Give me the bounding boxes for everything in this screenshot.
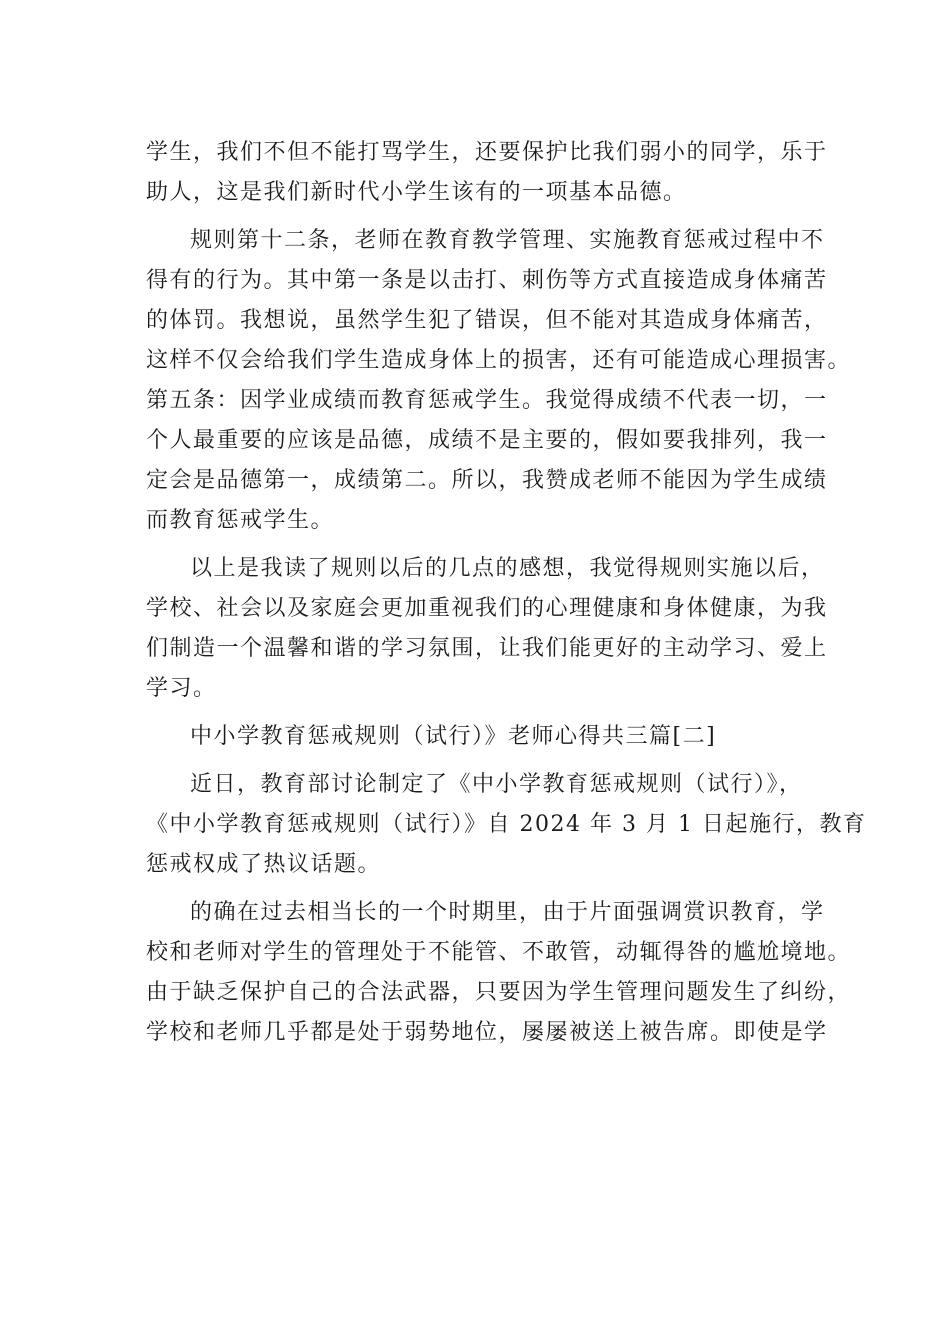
text-line: 学校和老师几乎都是处于弱势地位，屡屡被送上被告席。即使是学	[146, 1020, 828, 1045]
text-line: 们制造一个温馨和谐的学习氛围，让我们能更好的主动学习、爱上	[146, 636, 828, 661]
paragraph-gap	[146, 213, 812, 221]
text-line: 校和老师对学生的管理处于不能管、不敢管，动辄得咎的尴尬境地。	[146, 940, 852, 965]
paragraph-gap	[146, 885, 812, 893]
text-line: 而教育惩戒学生。	[146, 508, 335, 533]
text-line: 的确在过去相当长的一个时期里，由于片面强调赏识教育，学	[190, 900, 825, 925]
text-line: 这样不仅会给我们学生造成身体上的损害，还有可能造成心理损害。	[146, 348, 852, 373]
text-line: 以上是我读了规则以后的几点的感想，我觉得规则实施以后，	[190, 556, 825, 581]
text-line: 《中小学教育惩戒规则（试行）》自 2024 年 3 月 1 日起施行，教育	[146, 812, 867, 837]
text-line: 由于缺乏保护自己的合法武器，只要因为学生管理问题发生了纠纷，	[146, 980, 852, 1005]
paragraph-gap	[146, 757, 812, 765]
text-line: 的体罚。我想说，虽然学生犯了错误，但不能对其造成身体痛苦，	[146, 308, 828, 333]
text-line: 学习。	[146, 676, 217, 701]
text-line: 惩戒权成了热议话题。	[146, 852, 382, 877]
text-line: 助人，这是我们新时代小学生该有的一项基本品德。	[146, 180, 687, 205]
text-line: 近日，教育部讨论制定了《中小学教育惩戒规则（试行）》，	[190, 772, 803, 797]
paragraph-gap	[146, 709, 812, 717]
text-line: 第五条：因学业成绩而教育惩戒学生。我觉得成绩不代表一切，一	[146, 388, 828, 413]
text-line: 得有的行为。其中第一条是以击打、刺伤等方式直接造成身体痛苦	[146, 268, 828, 293]
document-body	[146, 133, 867, 1053]
section-heading: 中小学教育惩戒规则（试行）》老师心得共三篇[二]	[190, 724, 717, 749]
text-line: 个人最重要的应该是品德，成绩不是主要的，假如要我排列，我一	[146, 428, 828, 453]
text-line: 学生，我们不但不能打骂学生，还要保护比我们弱小的同学，乐于	[146, 140, 828, 165]
text-line: 规则第十二条，老师在教育教学管理、实施教育惩戒过程中不	[190, 228, 825, 253]
text-line: 定会是品德第一，成绩第二。所以，我赞成老师不能因为学生成绩	[146, 468, 828, 493]
text-line: 学校、社会以及家庭会更加重视我们的心理健康和身体健康，为我	[146, 596, 828, 621]
paragraph-gap	[146, 541, 812, 549]
